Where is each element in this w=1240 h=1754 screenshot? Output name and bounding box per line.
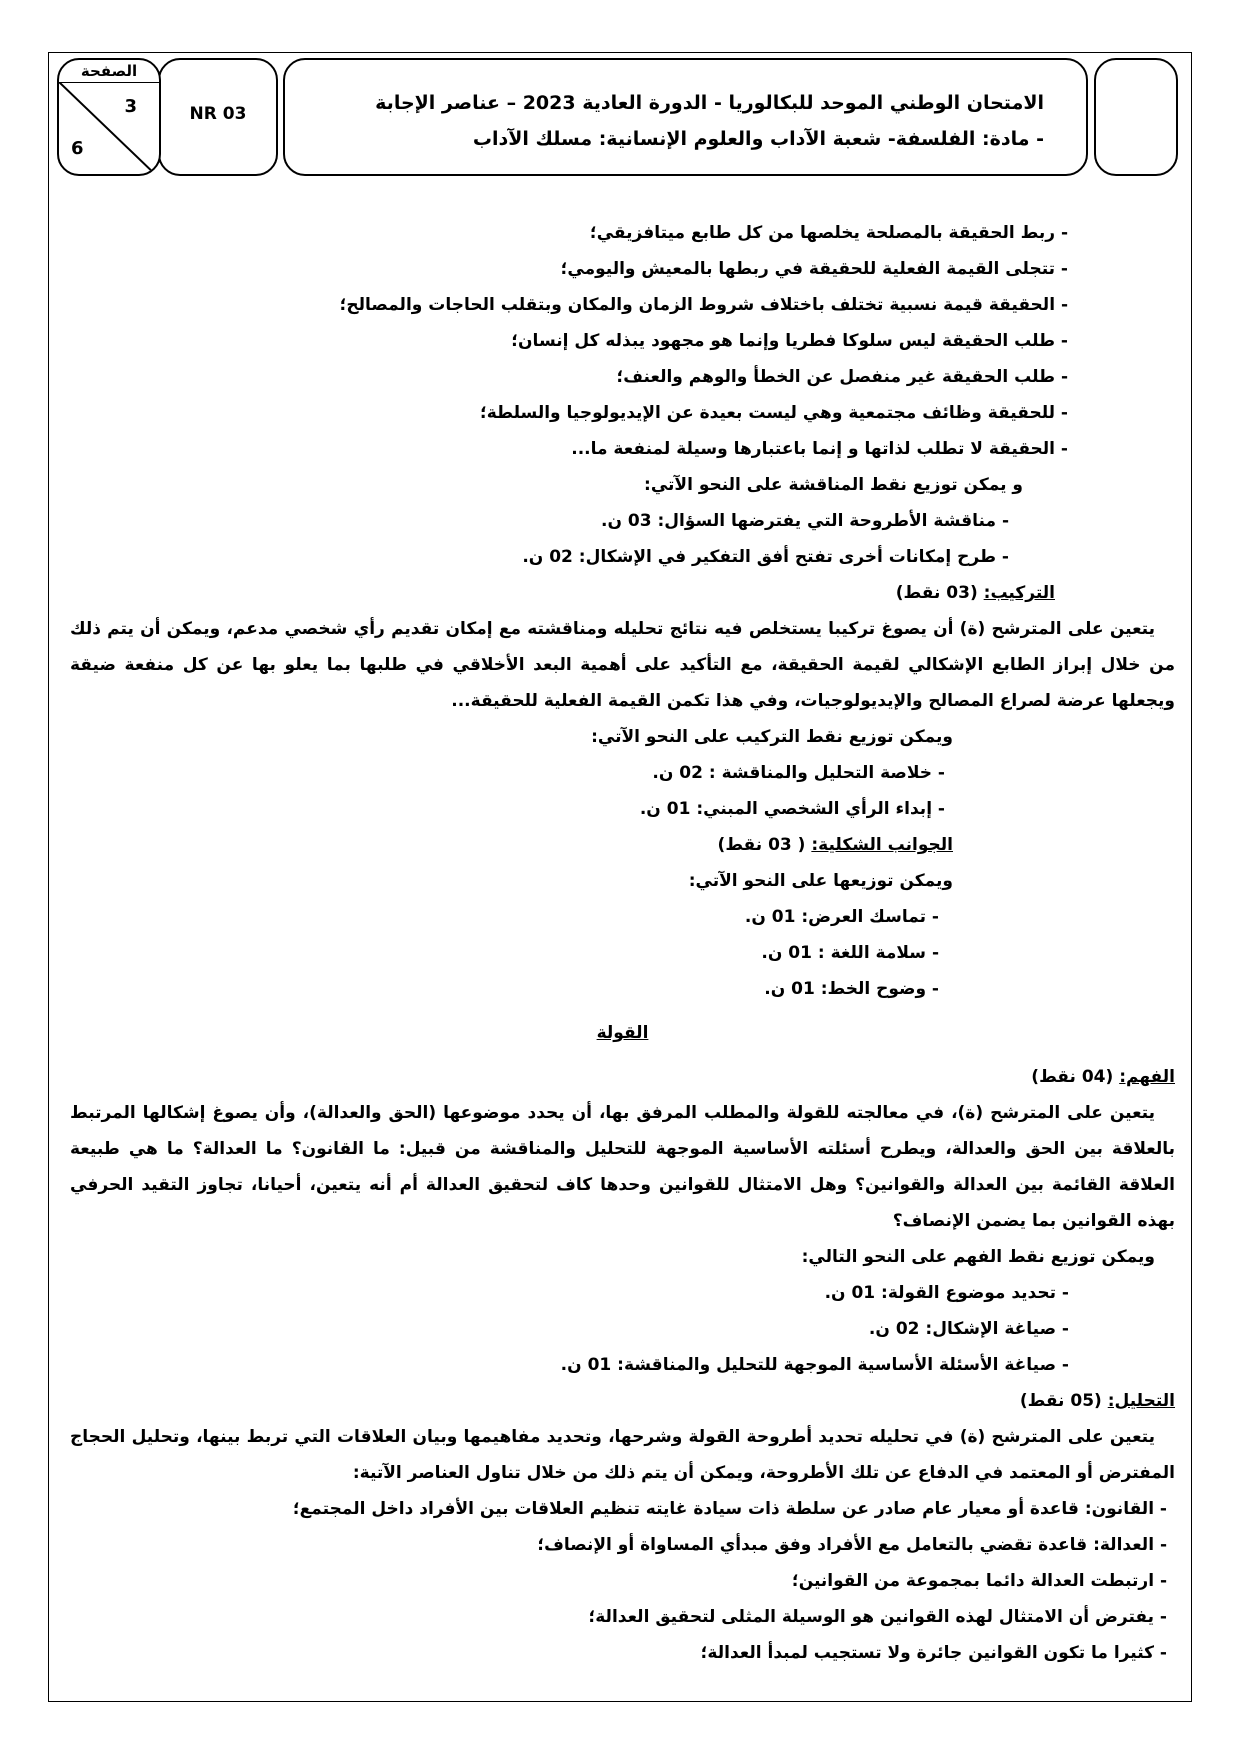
- analysis-points: (05 نقط): [1019, 1391, 1102, 1411]
- list-item: - طلب الحقيقة غير منفصل عن الخطأ والوهم والعنف؛: [616, 367, 1068, 387]
- distribution-intro: ويمكن توزيعها على النحو الآتي:: [688, 871, 953, 891]
- header-page-box: [57, 58, 161, 176]
- list-item: - تحديد موضوع القولة: 01 ن.: [824, 1283, 1069, 1303]
- list-item: - خلاصة التحليل والمناقشة : 02 ن.: [652, 763, 945, 783]
- list-item: - مناقشة الأطروحة التي يفترضها السؤال: 03 ن.: [601, 511, 1009, 531]
- list-item: - إبداء الرأي الشخصي المبني: 01 ن.: [639, 799, 945, 819]
- understanding-points: (04 نقط): [1031, 1067, 1114, 1087]
- distribution-intro: و يمكن توزيع نقط المناقشة على النحو الآتي:: [644, 475, 1023, 495]
- header-title-box: [283, 58, 1088, 176]
- list-item: - طلب الحقيقة ليس سلوكا فطريا وإنما هو مجهود يبذله كل إنسان؛: [511, 331, 1068, 351]
- synthesis-heading: التركيب:: [983, 583, 1055, 603]
- list-item: - القانون: قاعدة أو معيار عام صادر عن سلطة ذات سيادة غايته تنظيم العلاقات بين الأفراد داخل المجتمع؛: [292, 1499, 1167, 1519]
- distribution-intro: ويمكن توزيع نقط التركيب على النحو الآتي:: [591, 727, 953, 747]
- formal-heading-line: [70, 827, 1175, 863]
- list-item: - طرح إمكانات أخرى تفتح أفق التفكير في الإشكال: 02 ن.: [522, 547, 1009, 567]
- list-item: - سلامة اللغة : 01 ن.: [761, 943, 939, 963]
- quote-title: القولة: [596, 1023, 649, 1043]
- analysis-heading: التحليل:: [1107, 1391, 1175, 1411]
- list-item: - يفترض أن الامتثال لهذه القوانين هو الوسيلة المثلى لتحقيق العدالة؛: [588, 1607, 1167, 1627]
- analysis-paragraph: يتعين على المترشح (ة) في تحليله تحديد أطروحة القولة وشرحها، وتحديد مفاهيمها وبيان العلاقات التي تربط بينها، وتحليل الحجاج المفترض أو المعتمد في الدفاع عن تلك الأطروحة، ويمكن أن يتم ذلك من خلال تناول العناصر الآتية:: [70, 1427, 1175, 1483]
- header-blank-box: [1094, 58, 1178, 176]
- exam-title: الامتحان الوطني الموحد للبكالوريا - الدورة العادية 2023 – عناصر الإجابة: [375, 92, 1044, 114]
- page-diagonal-line: [59, 82, 159, 176]
- list-item: - تتجلى القيمة الفعلية للحقيقة في ربطها بالمعيش واليومي؛: [560, 259, 1068, 279]
- list-item: - صياغة الأسئلة الأساسية الموجهة للتحليل والمناقشة: 01 ن.: [560, 1355, 1069, 1375]
- distribution-intro: ويمكن توزيع نقط الفهم على النحو التالي:: [801, 1247, 1155, 1267]
- list-item: - وضوح الخط: 01 ن.: [764, 979, 939, 999]
- page-total: 6: [71, 138, 84, 159]
- page-number: 3: [124, 96, 137, 117]
- synthesis-heading-line: [70, 575, 1175, 611]
- list-item: - ربط الحقيقة بالمصلحة يخلصها من كل طابع ميتافزيقي؛: [589, 223, 1068, 243]
- list-item: - الحقيقة لا تطلب لذاتها و إنما باعتبارها وسيلة لمنفعة ما...: [571, 439, 1068, 459]
- understanding-paragraph: يتعين على المترشح (ة)، في معالجته للقولة والمطلب المرفق بها، أن يحدد موضوعها (الحق والعدالة)، وأن يصوغ إشكالها المرتبط بالعلاقة بين الحق والعدالة، ويطرح أسئلته الأساسية الموجهة للتحليل والمناقشة من قبيل: ما القانون؟ ما العدالة؟ ما هي طبيعة العلاقة القائمة بين العدالة والقوانين؟ وهل الامتثال للقوانين وحدها كاف لتحقيق العدالة أم أنه يتعين، أحيانا، تجاوز التقيد الحرفي بهذه القوانين بما يضمن الإنصاف؟: [70, 1103, 1175, 1231]
- list-item: - كثيرا ما تكون القوانين جائرة ولا تستجيب لمبدأ العدالة؛: [700, 1643, 1167, 1663]
- understanding-heading: الفهم:: [1119, 1067, 1175, 1087]
- list-item: - ارتبطت العدالة دائما بمجموعة من القوانين؛: [791, 1571, 1167, 1591]
- header-code-box: [158, 58, 278, 176]
- list-item: - تماسك العرض: 01 ن.: [744, 907, 939, 927]
- understanding-heading-line: [70, 1059, 1175, 1095]
- quote-title-line: [70, 1015, 1175, 1051]
- list-item: - الحقيقة قيمة نسبية تختلف باختلاف شروط الزمان والمكان وبتقلب الحاجات والمصالح؛: [339, 295, 1068, 315]
- formal-heading: الجوانب الشكلية:: [811, 835, 953, 855]
- synthesis-paragraph: يتعين على المترشح (ة) أن يصوغ تركيبا يستخلص فيه نتائج تحليله ومناقشته مع إمكان تقديم رأي شخصي مدعم، ويمكن أن يتم ذلك من خلال إبراز الطابع الإشكالي لقيمة الحقيقة، مع التأكيد على أهمية البعد الأخلاقي في طلبها بما يعلو بها عن كل منفعة ضيقة ويجعلها عرضة لصراع المصالح والإيديولوجيات، وفي هذا تكمن القيمة الفعلية للحقيقة...: [70, 619, 1175, 711]
- list-item: - للحقيقة وظائف مجتمعية وهي ليست بعيدة عن الإيديولوجيا والسلطة؛: [479, 403, 1068, 423]
- list-item: - العدالة: قاعدة تقضي بالتعامل مع الأفراد وفق مبدأي المساواة أو الإنصاف؛: [537, 1535, 1167, 1555]
- exam-subject: - مادة: الفلسفة- شعبة الآداب والعلوم الإنسانية: مسلك الآداب: [472, 128, 1044, 150]
- page-label: الصفحة: [80, 62, 138, 80]
- formal-points: ( 03 نقط): [717, 835, 806, 855]
- exam-code: NR 03: [189, 104, 247, 124]
- answer-content: [70, 215, 1175, 1671]
- synthesis-points: (03 نقط): [895, 583, 978, 603]
- list-item: - صياغة الإشكال: 02 ن.: [868, 1319, 1069, 1339]
- analysis-heading-line: [70, 1383, 1175, 1419]
